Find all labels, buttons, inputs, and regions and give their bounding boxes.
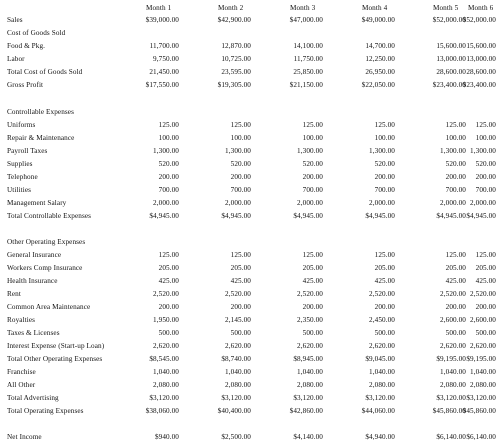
table-row <box>0 418 502 430</box>
month-2-value: 2,000.00 <box>225 199 251 207</box>
month-3-header: Month 3 <box>290 4 316 12</box>
table-row <box>0 66 502 78</box>
month-1-value: $940.00 <box>154 433 179 441</box>
month-3-value: $4,140.00 <box>293 433 323 441</box>
month-6-value: 15,600.00 <box>466 42 496 50</box>
row-label: Total Controllable Expenses <box>7 212 92 220</box>
month-2-value: 2,520.00 <box>225 290 251 298</box>
month-2-value: $4,945.00 <box>221 212 251 220</box>
month-4-value: 14,700.00 <box>365 42 395 50</box>
month-6-value: $45,860.00 <box>462 407 496 415</box>
month-2-value: 100.00 <box>230 134 251 142</box>
month-3-value: 1,040.00 <box>297 368 323 376</box>
month-2-value: 1,040.00 <box>225 368 251 376</box>
table-row <box>0 288 502 300</box>
month-5-value: 100.00 <box>445 134 466 142</box>
month-6-value: 13,000.00 <box>466 55 496 63</box>
month-1-value: 125.00 <box>158 121 179 129</box>
table-row <box>0 14 502 26</box>
month-2-value: 2,145.00 <box>225 316 251 324</box>
table-row <box>0 379 502 391</box>
row-label: Total Other Operating Expenses <box>7 355 103 363</box>
month-1-value: 425.00 <box>158 277 179 285</box>
table-row <box>0 314 502 326</box>
month-4-value: 200.00 <box>374 303 395 311</box>
month-3-value: 2,080.00 <box>297 381 323 389</box>
month-6-value: 520.00 <box>475 160 496 168</box>
month-5-value: $4,945.00 <box>436 212 466 220</box>
month-6-value: 125.00 <box>475 121 496 129</box>
month-1-value: 100.00 <box>158 134 179 142</box>
month-3-value: $4,945.00 <box>293 212 323 220</box>
month-4-value: 2,520.00 <box>369 290 395 298</box>
month-3-value: 205.00 <box>302 264 323 272</box>
table-row <box>0 327 502 339</box>
row-label: Labor <box>7 55 25 63</box>
month-6-value: 100.00 <box>475 134 496 142</box>
month-5-value: 1,300.00 <box>440 147 466 155</box>
month-3-value: 14,100.00 <box>293 42 323 50</box>
month-1-value: $38,060.00 <box>145 407 179 415</box>
table-row <box>0 262 502 274</box>
month-2-value: 12,870.00 <box>221 42 251 50</box>
row-label: Franchise <box>7 368 36 376</box>
month-1-value: 9,750.00 <box>153 55 179 63</box>
table-row <box>0 236 502 248</box>
month-4-value: 100.00 <box>374 134 395 142</box>
month-6-value: 2,000.00 <box>470 199 496 207</box>
month-2-value: 520.00 <box>230 160 251 168</box>
month-4-value: 425.00 <box>374 277 395 285</box>
month-6-value: $4,945.00 <box>466 212 496 220</box>
row-label: Total Cost of Goods Sold <box>7 68 83 76</box>
table-row <box>0 132 502 144</box>
month-2-value: $8,740.00 <box>221 355 251 363</box>
month-3-value: 125.00 <box>302 121 323 129</box>
row-label: Net Income <box>7 433 42 441</box>
month-3-value: $8,945.00 <box>293 355 323 363</box>
month-4-value: $44,060.00 <box>361 407 395 415</box>
month-2-value: 2,620.00 <box>225 342 251 350</box>
month-6-value: 125.00 <box>475 251 496 259</box>
month-3-value: 2,000.00 <box>297 199 323 207</box>
table-row <box>0 27 502 39</box>
month-5-value: 125.00 <box>445 121 466 129</box>
table-row <box>0 171 502 183</box>
month-6-header: Month 6 <box>468 4 494 12</box>
table-row <box>0 158 502 170</box>
month-6-value: 700.00 <box>475 186 496 194</box>
row-label: Royalties <box>7 316 36 324</box>
month-5-value: 2,520.00 <box>440 290 466 298</box>
month-1-value: 125.00 <box>158 251 179 259</box>
month-2-value: 425.00 <box>230 277 251 285</box>
month-1-value: 205.00 <box>158 264 179 272</box>
month-1-value: 2,080.00 <box>153 381 179 389</box>
month-5-value: $6,140.00 <box>436 433 466 441</box>
month-5-value: 28,600.00 <box>436 68 466 76</box>
month-3-value: $21,150.00 <box>289 81 323 89</box>
table-row <box>0 223 502 235</box>
table-row <box>0 197 502 209</box>
table-row <box>0 119 502 131</box>
month-6-value: $23,400.00 <box>462 81 496 89</box>
month-2-value: $19,305.00 <box>217 81 251 89</box>
table-row <box>0 106 502 118</box>
month-1-value: 2,620.00 <box>153 342 179 350</box>
month-5-value: 15,600.00 <box>436 42 466 50</box>
month-5-value: 700.00 <box>445 186 466 194</box>
month-5-value: 2,080.00 <box>440 381 466 389</box>
row-label: Gross Profit <box>7 81 44 89</box>
month-3-value: 2,620.00 <box>297 342 323 350</box>
table-row <box>0 40 502 52</box>
month-4-value: 2,000.00 <box>369 199 395 207</box>
month-1-value: 1,300.00 <box>153 147 179 155</box>
row-label: Uniforms <box>7 121 36 129</box>
row-label: Total Operating Expenses <box>7 407 84 415</box>
table-row <box>0 366 502 378</box>
month-5-value: 1,040.00 <box>440 368 466 376</box>
month-4-value: $3,120.00 <box>365 394 395 402</box>
month-1-value: $3,120.00 <box>149 394 179 402</box>
month-6-value: $52,000.00 <box>462 16 496 24</box>
month-6-value: 1,300.00 <box>470 147 496 155</box>
month-2-value: $2,500.00 <box>221 433 251 441</box>
row-label: Management Salary <box>7 199 67 207</box>
month-2-value: 1,300.00 <box>225 147 251 155</box>
month-1-value: 2,520.00 <box>153 290 179 298</box>
month-2-value: $3,120.00 <box>221 394 251 402</box>
table-row <box>0 92 502 104</box>
row-label: Taxes & Licenses <box>7 329 60 337</box>
month-5-header: Month 5 <box>433 4 459 12</box>
month-1-value: $8,545.00 <box>149 355 179 363</box>
month-2-value: 500.00 <box>230 329 251 337</box>
month-3-value: 200.00 <box>302 303 323 311</box>
month-1-value: 2,000.00 <box>153 199 179 207</box>
table-row <box>0 275 502 287</box>
month-3-value: 425.00 <box>302 277 323 285</box>
month-1-value: 520.00 <box>158 160 179 168</box>
month-3-value: 500.00 <box>302 329 323 337</box>
month-1-value: 1,040.00 <box>153 368 179 376</box>
month-1-value: 21,450.00 <box>149 68 179 76</box>
month-4-value: 205.00 <box>374 264 395 272</box>
month-3-value: 2,350.00 <box>297 316 323 324</box>
month-4-value: 26,950.00 <box>365 68 395 76</box>
table-row <box>0 145 502 157</box>
month-3-value: $3,120.00 <box>293 394 323 402</box>
month-4-value: 500.00 <box>374 329 395 337</box>
row-label: Common Area Maintenance <box>7 303 91 311</box>
month-1-header: Month 1 <box>146 4 172 12</box>
month-4-value: 2,450.00 <box>369 316 395 324</box>
row-label: Controllable Expenses <box>7 108 74 116</box>
month-5-value: 2,600.00 <box>440 316 466 324</box>
row-label: Cost of Goods Sold <box>7 29 66 37</box>
month-6-value: 2,620.00 <box>470 342 496 350</box>
month-4-value: 125.00 <box>374 121 395 129</box>
row-label: Interest Expense (Start-up Loan) <box>7 342 105 350</box>
month-2-value: 200.00 <box>230 173 251 181</box>
month-4-value: 12,250.00 <box>365 55 395 63</box>
month-6-value: $9,195.00 <box>466 355 496 363</box>
month-3-value: 2,520.00 <box>297 290 323 298</box>
table-row <box>0 392 502 404</box>
table-row <box>0 249 502 261</box>
month-3-value: $47,000.00 <box>289 16 323 24</box>
month-4-value: 2,620.00 <box>369 342 395 350</box>
table-row <box>0 184 502 196</box>
month-2-value: 205.00 <box>230 264 251 272</box>
table-row <box>0 79 502 91</box>
row-label: Repair & Maintenance <box>7 134 75 142</box>
month-1-value: 1,950.00 <box>153 316 179 324</box>
month-2-value: 200.00 <box>230 303 251 311</box>
month-6-value: 2,520.00 <box>470 290 496 298</box>
month-2-value: 125.00 <box>230 251 251 259</box>
month-2-value: 23,595.00 <box>221 68 251 76</box>
month-1-value: 500.00 <box>158 329 179 337</box>
month-1-value: $17,550.00 <box>145 81 179 89</box>
row-label: All Other <box>7 381 36 389</box>
month-1-value: 200.00 <box>158 303 179 311</box>
month-4-value: 1,300.00 <box>369 147 395 155</box>
month-6-value: 500.00 <box>475 329 496 337</box>
row-label: Payroll Taxes <box>7 147 48 155</box>
month-1-value: 700.00 <box>158 186 179 194</box>
month-5-value: $9,195.00 <box>436 355 466 363</box>
row-label: Food & Pkg. <box>7 42 46 50</box>
month-4-value: 125.00 <box>374 251 395 259</box>
month-3-value: 1,300.00 <box>297 147 323 155</box>
table-row <box>0 405 502 417</box>
table-row <box>0 340 502 352</box>
month-2-value: 2,080.00 <box>225 381 251 389</box>
month-6-value: 1,040.00 <box>470 368 496 376</box>
month-4-value: 2,080.00 <box>369 381 395 389</box>
row-label: Supplies <box>7 160 33 168</box>
month-4-value: $9,045.00 <box>365 355 395 363</box>
month-3-value: 200.00 <box>302 173 323 181</box>
row-label: Telephone <box>7 173 38 181</box>
month-6-value: 200.00 <box>475 173 496 181</box>
header-row <box>0 2 502 14</box>
row-label: Other Operating Expenses <box>7 238 86 246</box>
month-3-value: 100.00 <box>302 134 323 142</box>
month-2-value: $40,400.00 <box>217 407 251 415</box>
month-5-value: 125.00 <box>445 251 466 259</box>
month-3-value: 11,750.00 <box>293 55 323 63</box>
row-label: Workers Comp Insurance <box>7 264 83 272</box>
month-4-value: $22,050.00 <box>361 81 395 89</box>
row-label: Utilities <box>7 186 32 194</box>
table-row <box>0 301 502 313</box>
month-3-value: 25,850.00 <box>293 68 323 76</box>
month-6-value: 28,600.00 <box>466 68 496 76</box>
month-2-value: 125.00 <box>230 121 251 129</box>
month-5-value: 205.00 <box>445 264 466 272</box>
month-3-value: $42,860.00 <box>289 407 323 415</box>
table-row <box>0 210 502 222</box>
month-5-value: 500.00 <box>445 329 466 337</box>
month-1-value: 200.00 <box>158 173 179 181</box>
month-6-value: 200.00 <box>475 303 496 311</box>
month-4-value: $4,945.00 <box>365 212 395 220</box>
month-6-value: 2,080.00 <box>470 381 496 389</box>
month-2-value: 700.00 <box>230 186 251 194</box>
month-1-value: 11,700.00 <box>149 42 179 50</box>
month-4-value: $49,000.00 <box>361 16 395 24</box>
month-6-value: $6,140.00 <box>466 433 496 441</box>
month-6-value: $3,120.00 <box>466 394 496 402</box>
month-5-value: $23,400.00 <box>432 81 466 89</box>
month-6-value: 425.00 <box>475 277 496 285</box>
month-1-value: $4,945.00 <box>149 212 179 220</box>
month-2-header: Month 2 <box>218 4 244 12</box>
month-5-value: 13,000.00 <box>436 55 466 63</box>
month-5-value: $3,120.00 <box>436 394 466 402</box>
month-5-value: 520.00 <box>445 160 466 168</box>
month-3-value: 700.00 <box>302 186 323 194</box>
row-label: General Insurance <box>7 251 62 259</box>
month-2-value: $42,900.00 <box>217 16 251 24</box>
month-4-value: 700.00 <box>374 186 395 194</box>
month-5-value: 2,000.00 <box>440 199 466 207</box>
month-5-value: 200.00 <box>445 303 466 311</box>
row-label: Total Advertising <box>7 394 59 402</box>
table-row <box>0 53 502 65</box>
month-6-value: 205.00 <box>475 264 496 272</box>
month-4-value: 1,040.00 <box>369 368 395 376</box>
month-3-value: 125.00 <box>302 251 323 259</box>
month-5-value: $45,860.00 <box>432 407 466 415</box>
row-label: Health Insurance <box>7 277 58 285</box>
month-1-value: $39,000.00 <box>145 16 179 24</box>
month-5-value: 425.00 <box>445 277 466 285</box>
month-4-value: $4,940.00 <box>365 433 395 441</box>
month-3-value: 520.00 <box>302 160 323 168</box>
month-5-value: 200.00 <box>445 173 466 181</box>
month-6-value: 2,600.00 <box>470 316 496 324</box>
month-5-value: $52,000.00 <box>432 16 466 24</box>
month-2-value: 10,725.00 <box>221 55 251 63</box>
row-label: Rent <box>7 290 21 298</box>
table-row <box>0 431 502 443</box>
month-5-value: 2,620.00 <box>440 342 466 350</box>
month-4-header: Month 4 <box>362 4 388 12</box>
table-row <box>0 353 502 365</box>
month-4-value: 520.00 <box>374 160 395 168</box>
month-4-value: 200.00 <box>374 173 395 181</box>
row-label: Sales <box>7 16 23 24</box>
